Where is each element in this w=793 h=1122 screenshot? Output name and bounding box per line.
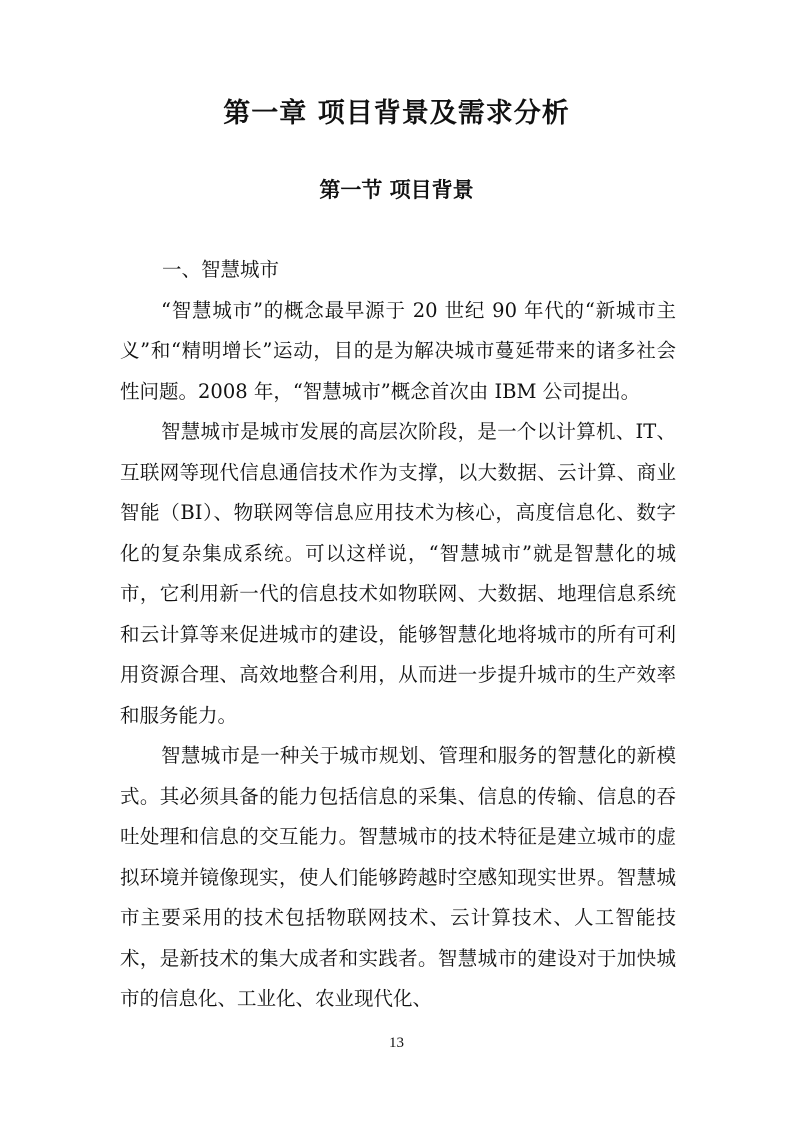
- subheading: 一、智慧城市: [162, 258, 280, 281]
- page-number: 13: [389, 1035, 404, 1051]
- paragraph-1: “智慧城市”的概念最早源于 20 世纪 90 年代的“新城市主义”和“精明增长”运动，目的是为解决城市蔓延带来的诸多社会性问题。2008 年，“智慧城市”概念首次由 IBM 公司提出。: [120, 298, 676, 403]
- body-text: [120, 250, 676, 1020]
- chapter-title: 第一章 项目背景及需求分析: [223, 98, 570, 129]
- paragraph-3: 智慧城市是一种关于城市规划、管理和服务的智慧化的新模式。其必须具备的能力包括信息的采集、信息的传输、信息的吞吐处理和信息的交互能力。智慧城市的技术特征是建立城市的虚拟环境并镜像现实，使人们能够跨越时空感知现实世界。智慧城市主要采用的技术包括物联网技术、云计算技术、人工智能技术，是新技术的集大成者和实践者。智慧城市的建设对于加快城市的信息化、工业化、农业现代化、: [120, 744, 676, 1010]
- section-title: 第一节 项目背景: [319, 178, 474, 202]
- paragraph-2: 智慧城市是城市发展的高层次阶段，是一个以计算机、IT、互联网等现代信息通信技术作为支撑，以大数据、云计算、商业智能（BI）、物联网等信息应用技术为核心，高度信息化、数字化的复杂集成系统。可以这样说，“智慧城市”就是智慧化的城市，它利用新一代的信息技术如物联网、大数据、地理信息系统和云计算等来促进城市的建设，能够智慧化地将城市的所有可利用资源合理、高效地整合利用，从而进一步提升城市的生产效率和服务能力。: [120, 420, 676, 727]
